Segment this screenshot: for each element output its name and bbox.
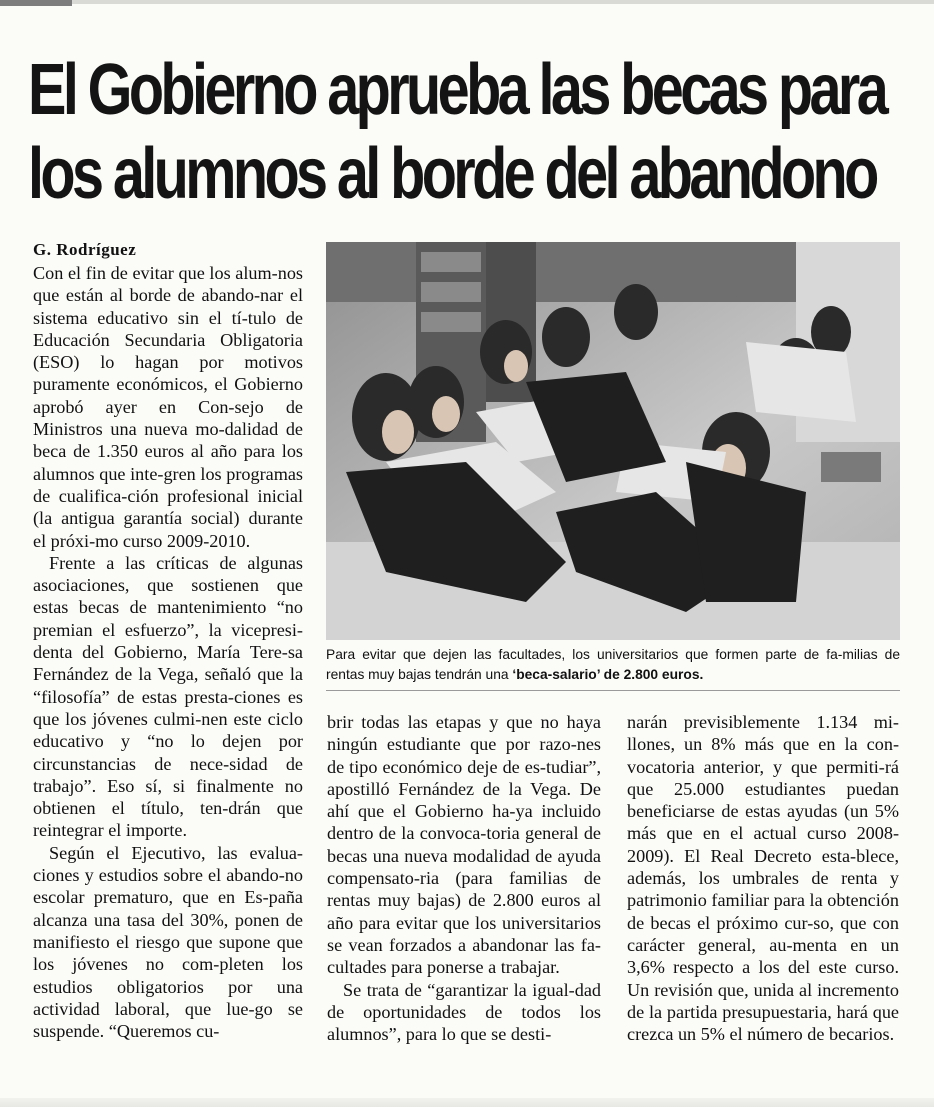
article-column-2	[327, 711, 601, 1045]
paragraph: Se trata de “garantizar la igual-dad de oportunidades de todos los alumnos”, para lo que se desti-	[327, 979, 601, 1045]
headline-line-2: los alumnos al borde del abandono	[28, 134, 876, 214]
headline	[28, 48, 886, 216]
article-column-3	[627, 711, 899, 1045]
caption-text: Para evitar que dejen las facultades, los universitarios que formen parte de fa-milias de rentas muy bajas tendrán una	[326, 647, 900, 682]
paragraph: Frente a las críticas de algunas asociaciones, que sostienen que estas becas de mantenimiento “no premian el esfuerzo”, la vicepresi-denta del Gobierno, María Tere-sa Fernández de la Vega, señaló que la “filosofía” de estas presta-ciones es que los jóvenes culmi-nen este ciclo educativo y “no lo dejen por circunstancias de nece-sidad de trabajo”. Eso sí, si finalmente no obtienen el título, ten-drán que reintegrar el importe.	[33, 552, 303, 841]
paragraph: narán previsiblemente 1.134 mi-llones, un 8% más que en la con-vocatoria anterior, y que permiti-rá que 25.000 estudiantes puedan beneficiarse de estas ayudas (un 5% más que en el actual curso 2008-2009). El Real Decreto esta-blece, además, los umbrales de renta y patrimonio familiar para la obtención de becas el próximo cur-so, que con carácter general, au-menta en un 3,6% respecto a los del este curso. Un revisión que, unida al incremento de la partida presupuestaria, hará que crezca un 5% el número de becarios.	[627, 712, 899, 1045]
paragraph: Con el fin de evitar que los alum-nos que están al borde de abando-nar el sistema educativo sin el tí-tulo de Educación Secundaria Obligatoria (ESO) lo hagan por motivos puramente económicos, el Gobierno aprobó ayer en Con-sejo de Ministros una nueva mo-dalidad de beca de 1.350 euros al año para los alumnos que inte-gren los programas de cualifica-ción profesional inicial (la antigua garantía social) durante el próxi-mo curso 2009-2010.	[33, 263, 303, 551]
page-bottom-edge	[0, 1098, 934, 1107]
paragraph: Según el Ejecutivo, las evalua-ciones y estudios sobre el abando-no escolar prematuro, que en Es-paña alcanza una tasa del 30%, ponen de manifiesto el riesgo que supone que los jóvenes no com-pleten los estudios obligatorios por una actividad laboral, que lue-go se suspende. “Queremos cu-	[33, 842, 303, 1042]
headline-line-1: El Gobierno aprueba las becas para	[28, 50, 886, 130]
page-top-edge	[0, 0, 934, 6]
article-column-1	[33, 262, 303, 1042]
photo-caption	[326, 645, 900, 685]
students-photo-image	[326, 242, 900, 640]
caption-bold-text: ‘beca-salario’ de 2.800 euros.	[512, 667, 704, 682]
byline: G. Rodríguez	[33, 240, 137, 259]
news-photo	[326, 242, 900, 640]
paragraph: brir todas las etapas y que no haya ningún estudiante que por razo-nes de tipo económico deje de es-tudiar”, apostilló Fernández de la Vega. De ahí que el Gobierno ha-ya incluido dentro de la convoca-toria general de becas una nueva modalidad de ayuda compensato-ria (para familias de rentas muy bajas) de 2.800 euros al año para evitar que los universitarios se vean forzados a abandonar las fa-cultades para ponerse a trabajar.	[327, 712, 601, 978]
caption-divider	[326, 690, 900, 691]
